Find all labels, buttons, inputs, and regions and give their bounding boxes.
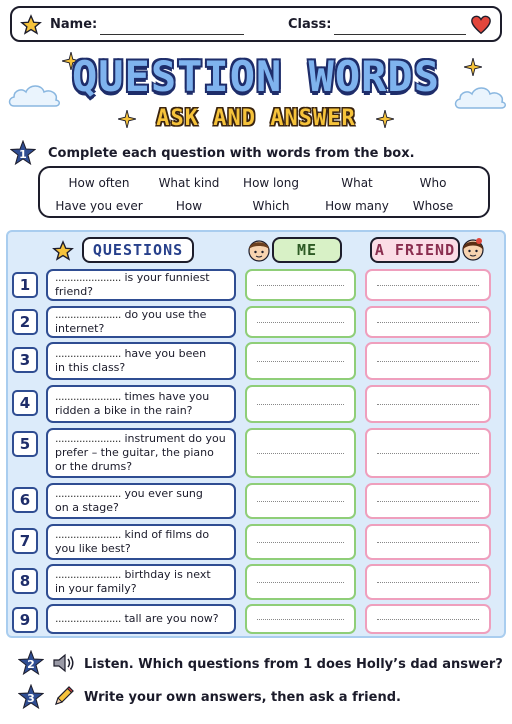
word-option: How long (243, 176, 299, 190)
question-number: 1 (12, 272, 38, 298)
page-title: QUESTION WORDS (71, 52, 440, 101)
question-text: ridden a bike in the rain? (55, 404, 193, 417)
friend-answer-field[interactable] (365, 564, 491, 600)
question-5 (46, 428, 236, 478)
friend-answer-field[interactable] (365, 524, 491, 560)
question-4 (46, 385, 236, 423)
word-option: Whose (412, 199, 454, 213)
class-label: Class: (288, 17, 332, 32)
question-number: 6 (12, 487, 38, 513)
friend-answer-field[interactable] (365, 604, 491, 634)
question-text: is your funniest friend? (55, 271, 210, 298)
word-option: How often (68, 176, 130, 190)
blank-field[interactable]: ...................... (55, 390, 121, 403)
step-2-badge (18, 650, 44, 676)
blank-field[interactable]: ...................... (55, 308, 121, 321)
svg-text:3: 3 (27, 692, 35, 705)
question-6 (46, 483, 236, 519)
word-option: How many (325, 199, 389, 213)
question-text: have you been (124, 347, 207, 360)
page-subtitle: ASK AND ANSWER (156, 106, 356, 131)
me-answer-field[interactable] (245, 483, 356, 519)
class-field[interactable] (334, 34, 466, 35)
blank-field[interactable]: ...................... (55, 432, 121, 445)
word-option: Which (252, 199, 290, 213)
name-field[interactable] (100, 34, 244, 35)
friend-answer-field[interactable] (365, 306, 491, 338)
question-text: or the drums? (55, 460, 133, 473)
blank-field[interactable]: ...................... (55, 271, 121, 284)
blank-field[interactable]: ...................... (55, 528, 121, 541)
friend-answer-field[interactable] (365, 342, 491, 380)
word-option: Have you ever (55, 199, 143, 213)
step-1-badge (10, 140, 36, 166)
name-class-bar (10, 6, 502, 42)
question-text: do you use the internet? (55, 308, 207, 335)
step-1-instruction: Complete each question with words from the box. (48, 146, 415, 161)
question-number: 3 (12, 347, 38, 373)
star-icon (20, 14, 42, 36)
question-text: on a stage? (55, 501, 119, 514)
question-9 (46, 604, 236, 634)
question-1 (46, 269, 236, 301)
friend-header: A FRIEND (370, 237, 460, 263)
blank-field[interactable]: ...................... (55, 347, 121, 360)
question-number: 8 (12, 568, 38, 594)
question-text: you ever sung (124, 487, 203, 500)
question-3 (46, 342, 236, 380)
girl-avatar-icon (460, 236, 486, 262)
question-text: birthday is next (124, 568, 211, 581)
friend-answer-field[interactable] (365, 269, 491, 301)
word-box (38, 166, 490, 218)
friend-answer-field[interactable] (365, 483, 491, 519)
blank-field[interactable]: ...................... (55, 612, 121, 625)
me-header: ME (272, 237, 342, 263)
questions-header: QUESTIONS (82, 237, 194, 263)
question-number: 4 (12, 390, 38, 416)
word-option: How (175, 199, 203, 213)
svg-text:2: 2 (27, 658, 35, 671)
blank-field[interactable]: ...................... (55, 568, 121, 581)
name-label: Name: (50, 17, 98, 32)
question-text: prefer – the guitar, the piano (55, 446, 214, 459)
friend-answer-field[interactable] (365, 385, 491, 423)
question-text: instrument do you (124, 432, 226, 445)
star-icon (52, 240, 74, 262)
question-8 (46, 564, 236, 600)
me-answer-field[interactable] (245, 342, 356, 380)
step-3-badge (18, 684, 44, 710)
blank-field[interactable]: ...................... (55, 487, 121, 500)
question-text: in your family? (55, 582, 137, 595)
question-number: 5 (12, 431, 38, 457)
question-text: times have you (124, 390, 210, 403)
question-number: 7 (12, 528, 38, 554)
question-text: tall are you now? (124, 612, 219, 625)
word-option: Who (419, 176, 447, 190)
me-answer-field[interactable] (245, 306, 356, 338)
step-2-instruction: Listen. Which questions from 1 does Holly’s dad answer? (84, 657, 503, 672)
me-answer-field[interactable] (245, 385, 356, 423)
question-2 (46, 306, 236, 338)
heart-icon (470, 14, 492, 36)
question-text: in this class? (55, 361, 126, 374)
question-text: kind of films do (124, 528, 210, 541)
me-answer-field[interactable] (245, 524, 356, 560)
question-text: you like best? (55, 542, 131, 555)
question-7 (46, 524, 236, 560)
svg-text:1: 1 (19, 148, 27, 161)
question-number: 2 (12, 309, 38, 335)
friend-answer-field[interactable] (365, 428, 491, 478)
step-3-instruction: Write your own answers, then ask a friend. (84, 690, 401, 705)
me-answer-field[interactable] (245, 604, 356, 634)
me-answer-field[interactable] (245, 564, 356, 600)
speaker-icon[interactable] (52, 652, 76, 674)
question-number: 9 (12, 607, 38, 633)
me-answer-field[interactable] (245, 428, 356, 478)
boy-avatar-icon (246, 237, 272, 263)
pencil-icon (52, 684, 76, 708)
me-answer-field[interactable] (245, 269, 356, 301)
word-option: What (341, 176, 373, 190)
word-option: What kind (158, 176, 220, 190)
